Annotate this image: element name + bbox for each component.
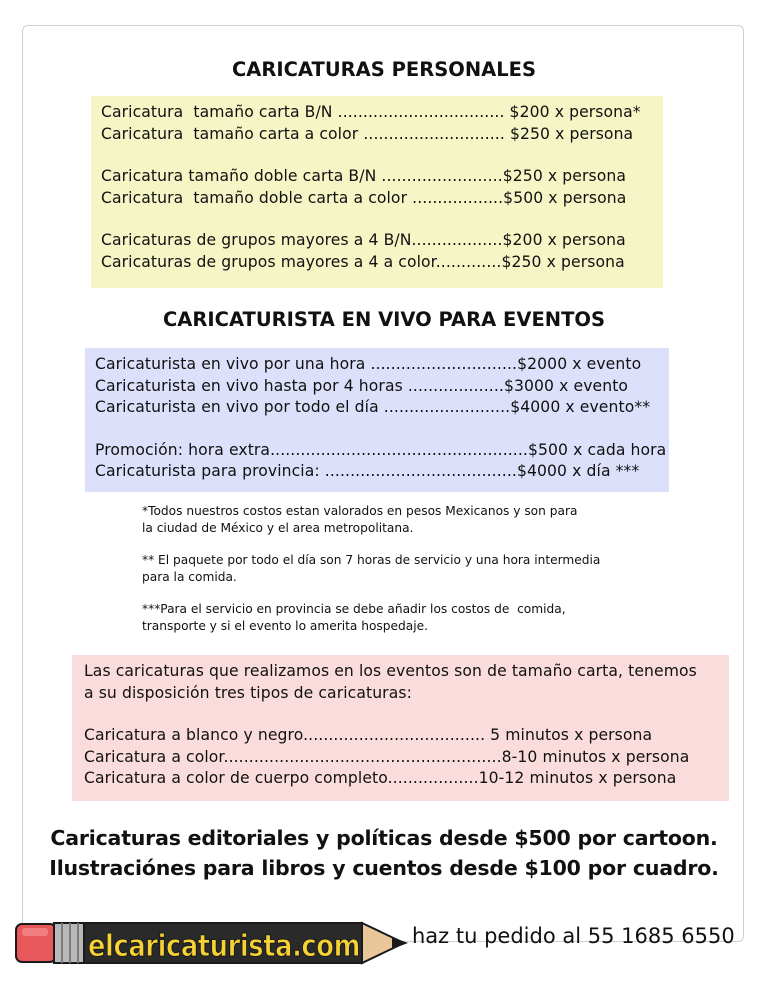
pencil-logo[interactable] [14, 918, 410, 968]
illustration-line: Ilustraciónes para libros y cuentos desde $100 por cuadro. [49, 856, 719, 880]
event-line: Caricaturista en vivo por todo el día .........................$4000 x evento** [95, 398, 651, 416]
event-line: Caricaturista en vivo hasta por 4 horas ...................$3000 x evento [95, 376, 629, 395]
footnote-line: para la comida. [142, 569, 237, 584]
info-line: Las caricaturas que realizamos en los eventos son de tamaño carta, tenemos [84, 662, 697, 680]
footnotes [142, 503, 662, 634]
info-line: a su disposición tres tipos de caricaturas: [84, 683, 412, 702]
price-line: Caricatura tamaño doble carta B/N ........................$250 x persona [101, 167, 626, 185]
contact-phone[interactable]: haz tu pedido al 55 1685 6550 [412, 924, 735, 948]
info-line: Caricatura a blanco y negro.................................... 5 minutos x persona [84, 726, 653, 744]
info-line: Caricatura a color.......................................................8-10 minutos x persona [84, 747, 690, 766]
footnote-line: ***Para el servicio en provincia se debe añadir los costos de comida, [142, 602, 566, 616]
section1-box [91, 96, 663, 288]
section1-list [101, 102, 663, 273]
section2-title: CARICATURISTA EN VIVO PARA EVENTOS [162, 308, 606, 331]
price-line: Caricatura tamaño carta B/N ................................. $200 x persona* [101, 103, 641, 121]
price-line: Caricaturas de grupos mayores a 4 a color.............$250 x persona [101, 252, 625, 271]
footnote-line: *Todos nuestros costos estan valorados en pesos Mexicanos y son para [142, 504, 578, 518]
footnote-line: ** El paquete por todo el día son 7 horas de servicio y una hora intermedia [142, 553, 601, 567]
footnote-line: transporte y si el evento lo amerita hospedaje. [142, 618, 428, 633]
logo-text: elcaricaturista.com [88, 929, 360, 964]
section3-box [72, 655, 729, 801]
section2-box [85, 348, 669, 492]
editorial-line: Caricaturas editoriales y políticas desde $500 por cartoon. [50, 826, 718, 850]
section1-title: CARICATURAS PERSONALES [231, 58, 537, 81]
event-line: Caricaturista para provincia: ......................................$4000 x día *** [95, 462, 640, 480]
footnote-line: la ciudad de México y el area metropolitana. [142, 520, 414, 535]
event-line: Caricaturista en vivo por una hora .............................$2000 x evento [95, 355, 642, 373]
price-line: Caricatura tamaño carta a color ............................ $250 x persona [101, 124, 634, 143]
event-line: Promoción: hora extra...................................................$500 x cada hora [95, 440, 667, 459]
price-line: Caricatura tamaño doble carta a color ..................$500 x persona [101, 188, 627, 207]
info-line: Caricatura a color de cuerpo completo..................10-12 minutos x persona [84, 769, 677, 787]
price-line: Caricaturas de grupos mayores a 4 B/N..................$200 x persona [101, 231, 626, 249]
